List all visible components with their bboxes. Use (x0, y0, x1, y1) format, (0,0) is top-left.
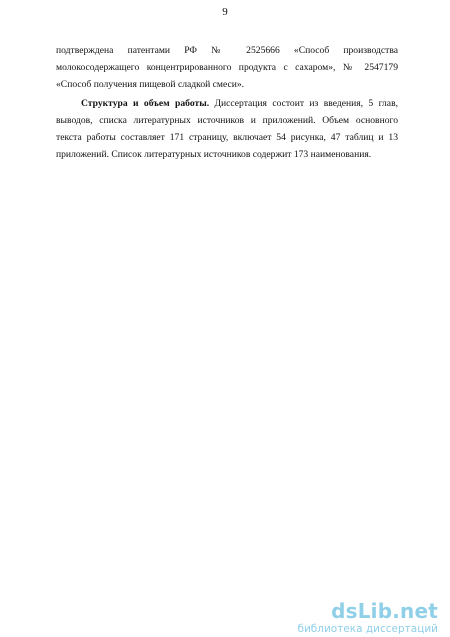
section-heading: Структура и объем работы. (81, 98, 210, 109)
paragraph-structure (56, 95, 398, 163)
watermark-logo: dsLib.net (331, 599, 438, 623)
text-line: текста работы составляет 171 страницу, включает 54 рисунка, 47 таблиц и 13 (56, 132, 398, 143)
text-line: приложений. Список литературных источников содержит 173 наименования. (56, 149, 372, 160)
text-line: «Способ получения пищевой сладкой смеси». (56, 79, 245, 90)
watermark-subtitle: библиотека диссертаций (297, 623, 438, 635)
text-line: подтверждена патентами РФ № 2525666 «Способ производства (56, 45, 398, 56)
paragraph-patents (56, 42, 398, 93)
text-line (56, 95, 398, 112)
watermark (218, 600, 438, 635)
text-line: выводов, списка литературных источников и приложений. Объем основного (56, 115, 398, 126)
page-number: 9 (222, 6, 228, 18)
text-line: молокосодержащего концентрированного продукта с сахаром», № 2547179 (56, 62, 398, 73)
text-fragment: Диссертация состоит из введения, 5 глав, (209, 98, 398, 109)
